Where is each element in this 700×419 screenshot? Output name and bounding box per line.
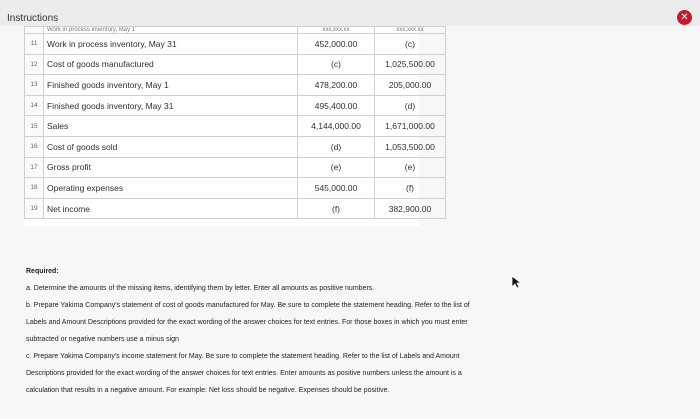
- company-b-value: 205,000.00: [375, 75, 446, 96]
- content-area: [0, 26, 700, 419]
- company-a-value: 452,000.00: [298, 34, 375, 55]
- required-heading: Required:: [26, 268, 59, 275]
- instruction-line: b. Prepare Yakima Company's statement of cost of goods manufactured for May. Be sure to complete the statement heading. Refer to the list of: [26, 302, 470, 309]
- company-a-value: 495,400.00: [298, 95, 375, 116]
- instruction-line: calculation that results in a negative amount. For example: Net loss should be negative. Expenses should be positive.: [26, 387, 390, 394]
- row-label: Work in process inventory, May 31: [44, 34, 298, 55]
- company-b-value: 1,025,500.00: [375, 54, 446, 75]
- row-number: 12: [25, 54, 44, 75]
- company-a-value: (d): [298, 136, 375, 157]
- company-a-value: 478,200.00: [298, 75, 375, 96]
- table-row: [25, 95, 446, 116]
- company-b-value: 1,671,000.00: [375, 116, 446, 137]
- company-a-value: (f): [298, 198, 375, 219]
- row-label: Cost of goods sold: [44, 136, 298, 157]
- company-a-value: 4,144,000.00: [298, 116, 375, 137]
- table-row: [25, 116, 446, 137]
- instruction-line: subtracted or negative numbers use a minus sign: [26, 336, 179, 343]
- table-row: [25, 75, 446, 96]
- company-a-value: (c): [298, 54, 375, 75]
- company-a-value: xxx,xxx.xx: [298, 27, 375, 34]
- row-number: 16: [25, 136, 44, 157]
- table-row: [25, 178, 446, 199]
- title-bar: [0, 0, 700, 26]
- company-b-value: xxx,xxx.xx: [375, 27, 446, 34]
- instruction-line: Labels and Amount Descriptions provided for the exact wording of the answer choices for text entries. For those boxes in which you must enter: [26, 319, 468, 326]
- company-b-value: (d): [375, 95, 446, 116]
- company-b-value: 1,053,500.00: [375, 136, 446, 157]
- row-label: Operating expenses: [44, 178, 298, 199]
- table-row: [25, 54, 446, 75]
- company-b-value: (f): [375, 178, 446, 199]
- company-b-value: (e): [375, 157, 446, 178]
- row-label: Finished goods inventory, May 1: [44, 75, 298, 96]
- table-row: [25, 198, 446, 219]
- row-number: 14: [25, 95, 44, 116]
- company-a-value: 545,000.00: [298, 178, 375, 199]
- instruction-line: c. Prepare Yakima Company's income statement for May. Be sure to complete the statement heading. Refer to the list of Labels and Amount: [26, 353, 460, 360]
- row-number: 17: [25, 157, 44, 178]
- row-number: 18: [25, 178, 44, 199]
- row-number: [25, 27, 44, 34]
- row-number: 11: [25, 34, 44, 55]
- instructions-text: [26, 263, 586, 399]
- instruction-line: a. Determine the amounts of the missing items, identifying them by letter. Enter all amounts as positive numbers.: [26, 285, 375, 292]
- window-title: Instructions: [7, 13, 59, 24]
- row-label: Cost of goods manufactured: [44, 54, 298, 75]
- row-label: Sales: [44, 116, 298, 137]
- company-a-value: (e): [298, 157, 375, 178]
- row-number: 13: [25, 75, 44, 96]
- row-label: Gross profit: [44, 157, 298, 178]
- table-row: [25, 136, 446, 157]
- row-number: 19: [25, 198, 44, 219]
- row-label: Work in process inventory, May 1: [44, 27, 298, 34]
- company-b-value: 382,900.00: [375, 198, 446, 219]
- row-number: 15: [25, 116, 44, 137]
- instruction-line: Descriptions provided for the exact wording of the answer choices for text entries. Enter amounts as positive numbers unless the amount is a: [26, 370, 462, 377]
- data-table: [24, 26, 446, 219]
- table-row: [25, 157, 446, 178]
- row-label: Net income: [44, 198, 298, 219]
- close-icon[interactable]: ✕: [677, 10, 692, 25]
- row-label: Finished goods inventory, May 31: [44, 95, 298, 116]
- table-row: [25, 27, 446, 34]
- data-table-container: [24, 26, 435, 226]
- table-row: [25, 34, 446, 55]
- company-b-value: (c): [375, 34, 446, 55]
